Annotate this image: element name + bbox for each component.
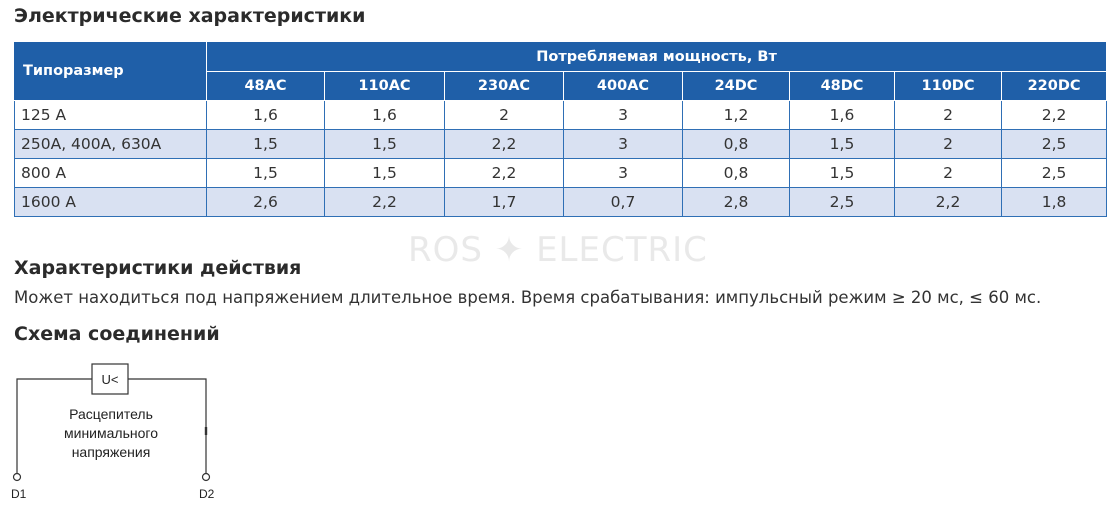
table-cell: 1,5 — [207, 130, 325, 159]
relay-caption-line: напряжения — [71, 444, 151, 460]
table-cell: 1,6 — [325, 101, 445, 130]
header-power-group: Потребляемая мощность, Вт — [207, 42, 1107, 72]
row-label: 250A, 400A, 630A — [15, 130, 207, 159]
table-cell: 2,2 — [895, 188, 1002, 217]
table-row — [15, 130, 1107, 159]
column-header: 110AC — [325, 72, 445, 101]
table-cell: 2,5 — [1002, 130, 1107, 159]
table-cell: 1,5 — [207, 159, 325, 188]
relay-caption-line: минимального — [64, 425, 158, 441]
table-cell: 0,8 — [683, 130, 790, 159]
table-cell: 2,5 — [1002, 159, 1107, 188]
column-header: 110DC — [895, 72, 1002, 101]
terminal-d2-label: D2 — [199, 487, 215, 501]
table-cell: 3 — [564, 101, 683, 130]
table-cell: 2,2 — [445, 130, 564, 159]
relay-symbol-label: U< — [101, 372, 119, 387]
connection-diagram — [0, 355, 260, 511]
table-cell: 3 — [564, 159, 683, 188]
table-cell: 1,2 — [683, 101, 790, 130]
row-label: 800 A — [15, 159, 207, 188]
column-header: 24DC — [683, 72, 790, 101]
column-header: 220DC — [1002, 72, 1107, 101]
row-label: 125 A — [15, 101, 207, 130]
header-size: Типоразмер — [15, 42, 207, 101]
table-cell: 1,5 — [325, 130, 445, 159]
table-row — [15, 101, 1107, 130]
column-header: 48DC — [790, 72, 895, 101]
terminal-d1-label: D1 — [11, 487, 27, 501]
table-cell: 0,8 — [683, 159, 790, 188]
power-consumption-table — [14, 41, 1107, 217]
table-cell: 1,6 — [207, 101, 325, 130]
table-cell: 2 — [895, 159, 1002, 188]
column-header: 400AC — [564, 72, 683, 101]
table-cell: 2,2 — [325, 188, 445, 217]
table-cell: 1,7 — [445, 188, 564, 217]
table-cell: 2,5 — [790, 188, 895, 217]
watermark-logo: ROS ✦ ELECTRIC — [408, 230, 708, 270]
terminal-d1-icon — [14, 474, 21, 481]
table-cell: 1,5 — [325, 159, 445, 188]
table-cell: 0,7 — [564, 188, 683, 217]
column-header: 230AC — [445, 72, 564, 101]
table-cell: 1,6 — [790, 101, 895, 130]
table-cell: 2 — [895, 101, 1002, 130]
column-header: 48AC — [207, 72, 325, 101]
terminal-d2-icon — [203, 474, 210, 481]
table-cell: 1,8 — [1002, 188, 1107, 217]
table-cell: 2,6 — [207, 188, 325, 217]
action-description: Может находиться под напряжением длительное время. Время срабатывания: импульсный режим ≥ 20 мс, ≤ 60 мс. — [14, 288, 1042, 307]
table-cell: 1,5 — [790, 159, 895, 188]
table-cell: 2,2 — [1002, 101, 1107, 130]
table-row — [15, 188, 1107, 217]
table-row — [15, 159, 1107, 188]
table-cell: 2,8 — [683, 188, 790, 217]
relay-caption-line: Расцепитель — [69, 406, 153, 422]
section-title-electrical: Электрические характеристики — [14, 5, 366, 27]
table-cell: 1,5 — [790, 130, 895, 159]
table-cell: 2 — [445, 101, 564, 130]
section-title-scheme: Схема соединений — [14, 323, 220, 345]
table-cell: 2,2 — [445, 159, 564, 188]
table-cell: 2 — [895, 130, 1002, 159]
table-cell: 3 — [564, 130, 683, 159]
row-label: 1600 A — [15, 188, 207, 217]
section-title-action: Характеристики действия — [14, 257, 302, 279]
